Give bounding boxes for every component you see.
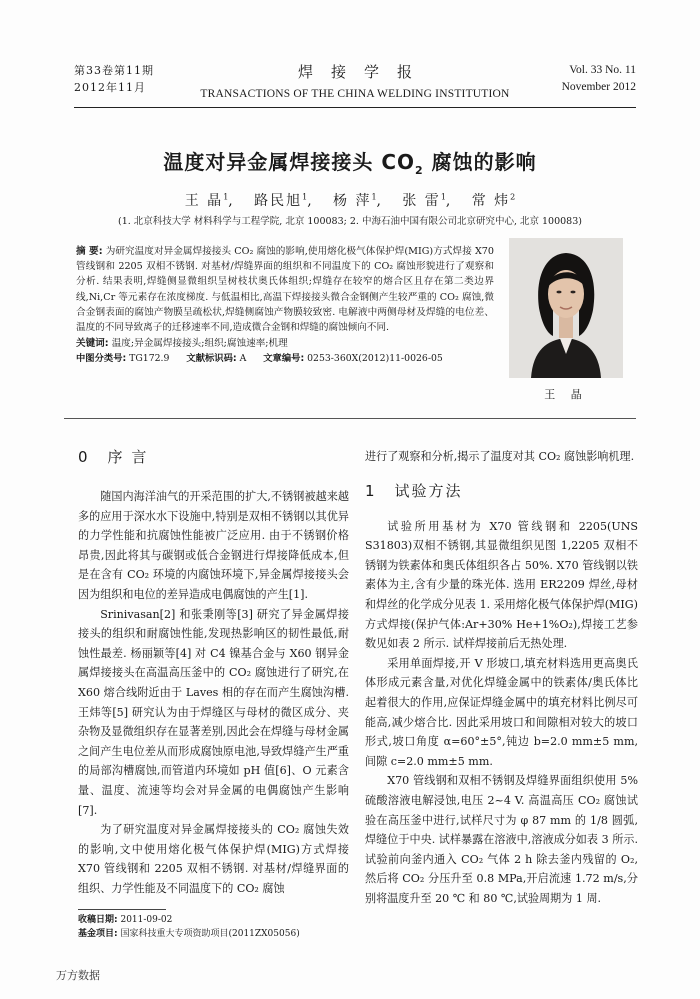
- title-subscript: 2: [415, 164, 424, 177]
- abstract-block: [76, 244, 494, 367]
- running-header: [74, 62, 636, 106]
- source-watermark: 万方数据: [56, 969, 100, 982]
- methods-paragraph: 采用单面焊接,开 V 形坡口,填充材料选用更高奥氏体形成元素含量,对优化焊缝金属中的铁素体/奥氏体比起着很大的作用,应保证焊缝金属中的填充材料比例尽可能高,减少熔合比. 因此采用坡口和间隙相对较大的坡口形式,坡口角度 α=60°±5°,钝边 b=2.0 mm±5 mm,间隙 c=2.0 mm±5 mm.: [365, 656, 638, 768]
- abstract: [76, 244, 494, 335]
- header-volume-en: [562, 62, 636, 96]
- affiliation-mark: 1: [371, 192, 377, 202]
- keywords: [76, 336, 494, 351]
- section-number: 1: [365, 481, 377, 500]
- intro-paragraph: Srinivasan[2] 和张秉刚等[3] 研究了异金属焊接接头的组织和耐腐蚀性能,发现热影响区的韧性最低,耐蚀性最差. 杨丽颖等[4] 对 C4 镍基合金与 X60 钢异金属焊接接头在高温高压釜中的 CO₂ 腐蚀进行了研究,在 X60 熔合线附近由于 Laves 相的存在而产生腐蚀沟槽. 王炜等[5] 研究认为由于焊缝区与母材的微区成分、夹杂物及显微组织存在显著差别,因此会在焊缝与母材金属之间产生电位差从而形成腐蚀原电池,导致焊缝产生严重的局部沟槽腐蚀,而管道内环境如 pH 值[6]、O 元素含量、温度、流速等均会对异金属的电偶腐蚀产生影响[7].: [78, 607, 349, 817]
- keywords-text: 温度;异金属焊接接头;组织;腐蚀速率;机理: [111, 338, 288, 350]
- section-heading-methods: [365, 481, 638, 501]
- spacer: [365, 507, 638, 517]
- affiliation-mark: 2: [510, 192, 516, 202]
- affiliation-mark: 1: [302, 192, 308, 202]
- author-name: 杨 萍: [333, 193, 372, 209]
- title-tail: 腐蚀的影响: [423, 150, 537, 174]
- header-rule: [74, 107, 636, 108]
- doc-label: 文献标识码:: [186, 353, 237, 365]
- author-name: 张 雷: [402, 193, 441, 209]
- footnote-rule: [78, 909, 166, 910]
- section-rule: [64, 418, 636, 419]
- volume-issue-cn: 第33卷第11期: [74, 64, 154, 77]
- left-column: [78, 447, 349, 898]
- intro-paragraph: 随国内海洋油气的开采范围的扩大,不锈钢被越来越多的应用于深水水下设施中,特别是双相不锈钢以其优异的力学性能和抗腐蚀性能被广泛应用. 由于不锈钢价格昂贵,因此将其与碳钢或低合金钢进行焊接降低成本,但是在含有 CO₂ 环境的内腐蚀环境下,异金属焊接接头会因为组织和电位的差异造成电偶腐蚀的产生[1].: [78, 490, 349, 601]
- clc-number: [76, 353, 169, 364]
- author-portrait-image: [509, 238, 623, 378]
- received-value: 2011-09-02: [120, 915, 173, 925]
- received-date: [78, 913, 300, 927]
- methods-paragraph: X70 管线钢和双相不锈钢及焊缝界面组织使用 5% 硫酸溶液电解浸蚀,电压 2~4 V. 高温高压 CO₂ 腐蚀试验在高压釜中进行,试样尺寸为 φ 87 mm 的 1/8 圆弧,焊缝位于中央. 试样暴露在溶液中,溶液成分如表 3 所示. 试验前向釜内通入 CO₂ 气体 2 h 除去釜内残留的 O₂,然后将 CO₂ 分压升至 0.8 MPa,开启流速 1.72 m/s,分别将温度升至 20 ℃ 和 80 ℃,试验周期为 1 周.: [365, 774, 638, 905]
- author-name: 常 炜: [471, 193, 511, 209]
- clc-label: 中图分类号:: [76, 353, 127, 365]
- funding-label: 基金项目:: [78, 929, 118, 939]
- header-journal: [74, 62, 636, 103]
- affiliation-mark: 1: [223, 192, 229, 202]
- spacer: [365, 467, 638, 481]
- article-title: [0, 146, 700, 177]
- continued-paragraph: 进行了观察和分析,揭示了温度对其 CO₂ 腐蚀影响机理.: [365, 450, 635, 463]
- classification-line: [76, 351, 494, 366]
- section-title: 序 言: [107, 448, 149, 466]
- author-photo: [509, 238, 623, 378]
- title-text: 温度对异金属焊接接头 CO: [163, 150, 416, 174]
- journal-name-en: TRANSACTIONS OF THE CHINA WELDING INSTITUTION: [200, 88, 510, 100]
- clc-value: TG172.9: [129, 353, 170, 365]
- author-name: 路民旭: [254, 193, 303, 209]
- date-en: November 2012: [561, 81, 636, 93]
- author-name: 王 晶: [184, 193, 224, 209]
- photo-caption: 王 晶: [544, 388, 588, 401]
- affiliation-mark: 1: [440, 192, 446, 202]
- intro-paragraph: 为了研究温度对异金属焊接接头的 CO₂ 腐蚀失效的影响,文中使用熔化极气体保护焊(MIG)方式焊接 X70 管线钢和 2205 双相不锈钢. 对基材/焊缝界面的组织、力学性能及不同温度下的 CO₂ 腐蚀: [78, 823, 349, 895]
- spacer: [78, 473, 349, 487]
- section-number: 0: [78, 448, 90, 466]
- abstract-label: 摘 要:: [76, 246, 103, 257]
- id-value: 0253-360X(2012)11-0026-05: [307, 353, 443, 365]
- journal-name-cn: 焊接学报: [297, 63, 430, 81]
- id-label: 文章编号:: [263, 353, 305, 365]
- section-title: 试验方法: [394, 481, 463, 500]
- abstract-text: 为研究温度对异金属焊接接头 CO₂ 腐蚀的影响,使用熔化极气体保护焊(MIG)方式焊接 X70 管线钢和 2205 双相不锈钢. 对基材/焊缝界面的组织和不同温度下的 CO₂ 腐蚀形貌进行了观察和分析. 结果表明,焊缝侧显微组织呈树枝状奥氏体组织;焊缝存在较窄的熔合区且存在第二类边界线,Ni,Cr 等元素存在浓度梯度. 与低温相比,高温下焊接接头微合金钢侧产生较严重的 CO₂ 腐蚀,微合金钢表面的腐蚀产物膜呈疏松状,焊缝侧腐蚀产物膜较致密. 电解液中两侧母材及焊缝的电位差、温度的不同导致离子的迁移速率不同,造成微合金钢和焊缝的腐蚀倾向不同.: [76, 246, 494, 334]
- right-column: [365, 447, 638, 908]
- received-label: 收稿日期:: [78, 915, 118, 925]
- volume-issue-en: Vol. 33 No. 11: [569, 64, 636, 76]
- methods-paragraph: 试验所用基材为 X70 管线钢和 2205(UNS S31803)双相不锈钢,其显微组织见图 1,2205 双相不锈钢为铁素体和奥氏体组织各占 50%. X70 管线钢以铁素体为主,含有少量的珠光体. 选用 ER2209 焊丝,母材和焊丝的化学成分见表 1. 采用熔化极气体保护焊(MIG)方式焊接(保护气体:Ar+30% He+1%O₂),焊接工艺参数见如表 2 所示. 试样焊接前后无热处理.: [365, 519, 638, 651]
- doc-value: A: [239, 353, 247, 365]
- author-list: 王 晶$^1$, 路民旭$^1$, 杨 萍$^1$, 张 雷$^1$, 常 炜$^2$: [184, 192, 516, 209]
- footnote: [78, 913, 300, 941]
- section-heading-introduction: [78, 447, 349, 467]
- funding: [78, 927, 300, 941]
- date-cn: 2012年11月: [74, 81, 146, 94]
- article-id: [263, 353, 443, 364]
- document-code: [186, 353, 246, 364]
- keywords-label: 关键词:: [76, 338, 109, 350]
- funding-value: 国家科技重大专项资助项目(2011ZX05056): [120, 929, 300, 939]
- affiliation: (1. 北京科技大学 材料科学与工程学院, 北京 100083; 2. 中海石油中国有限公司北京研究中心, 北京 100083): [118, 216, 582, 227]
